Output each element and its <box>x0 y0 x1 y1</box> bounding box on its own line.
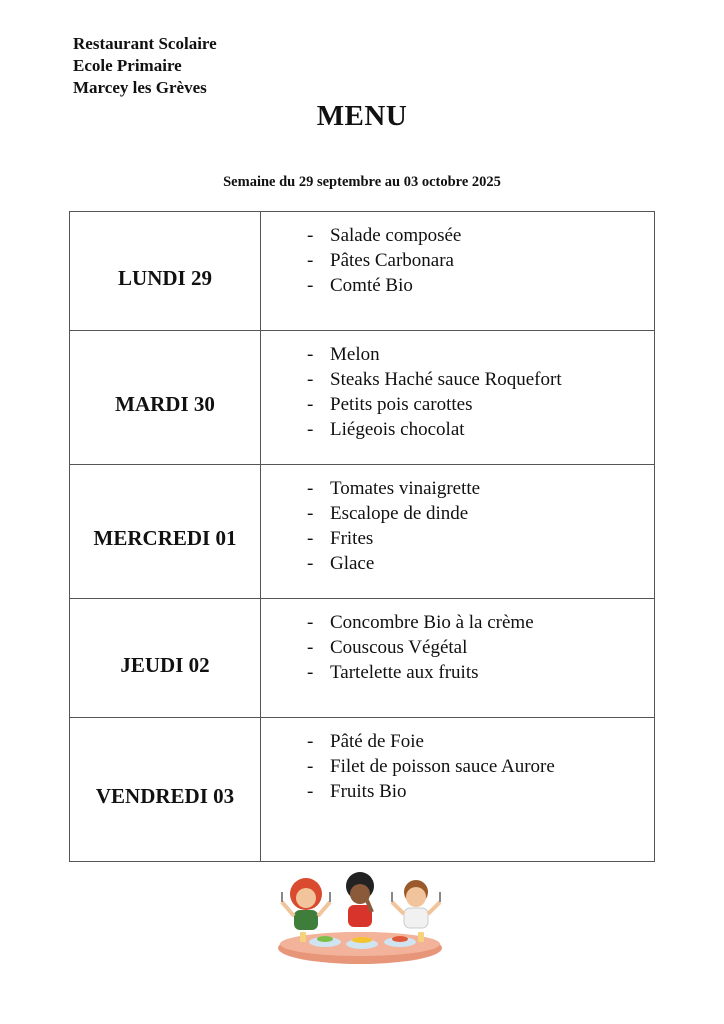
header-school: Ecole Primaire <box>73 56 182 75</box>
day-label: JEUDI 02 <box>70 599 261 717</box>
page-title: MENU <box>316 100 408 132</box>
school-header <box>73 33 217 99</box>
dish-list <box>261 599 654 717</box>
dish-item: - Tartelette aux fruits <box>307 660 654 685</box>
day-label: LUNDI 29 <box>70 212 261 330</box>
dish-item: - Melon <box>307 342 654 367</box>
menu-row-wednesday <box>70 464 654 598</box>
menu-row-monday <box>70 212 654 330</box>
dish-item: - Salade composée <box>307 223 654 248</box>
dish-item: - Liégeois chocolat <box>307 417 654 442</box>
dish-item: - Tomates vinaigrette <box>307 476 654 501</box>
dish-item: - Steaks Haché sauce Roquefort <box>307 367 654 392</box>
dish-item: - Fruits Bio <box>307 779 654 804</box>
dish-item: - Glace <box>307 551 654 576</box>
day-label: VENDREDI 03 <box>70 718 261 861</box>
dish-item: - Petits pois carottes <box>307 392 654 417</box>
menu-table <box>69 211 655 862</box>
kid-left <box>282 878 330 930</box>
dish-item: - Comté Bio <box>307 273 654 298</box>
dish-item: - Escalope de dinde <box>307 501 654 526</box>
dish-list <box>261 331 654 464</box>
dish-item: - Couscous Végétal <box>307 635 654 660</box>
day-label: MERCREDI 01 <box>70 465 261 598</box>
menu-row-thursday <box>70 598 654 717</box>
dish-list <box>261 718 654 861</box>
header-restaurant: Restaurant Scolaire <box>73 34 217 53</box>
dish-list <box>261 212 654 330</box>
dish-item: - Filet de poisson sauce Aurore <box>307 754 654 779</box>
dish-item: - Pâté de Foie <box>307 729 654 754</box>
menu-row-friday <box>70 717 654 861</box>
dish-item: - Frites <box>307 526 654 551</box>
dish-item: - Pâtes Carbonara <box>307 248 654 273</box>
kid-center <box>346 872 374 927</box>
header-town: Marcey les Grèves <box>73 78 207 97</box>
dish-list <box>261 465 654 598</box>
week-subtitle: Semaine du 29 septembre au 03 octobre 2025 <box>223 174 501 190</box>
menu-row-tuesday <box>70 330 654 464</box>
kid-right <box>392 880 440 928</box>
dish-item: - Concombre Bio à la crème <box>307 610 654 635</box>
kids-eating-illustration <box>270 872 450 968</box>
day-label: MARDI 30 <box>70 331 261 464</box>
